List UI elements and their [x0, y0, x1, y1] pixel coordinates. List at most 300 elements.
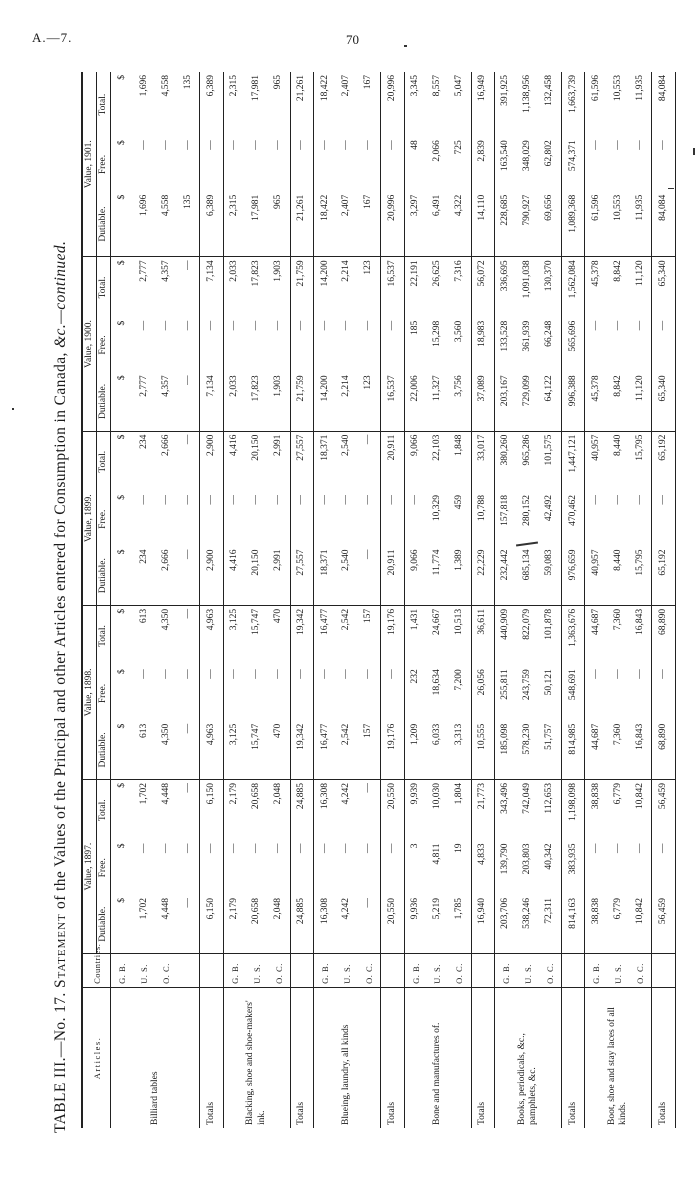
value-cell: 2,666 — [160, 434, 171, 456]
value-cell: 59,083 — [539, 547, 562, 606]
value-cell: 1,209 — [404, 721, 427, 780]
article-name: Blacking, shoe and shoe-makers' ink. — [245, 1000, 267, 1125]
subheader-free: Free. — [97, 840, 111, 895]
value-cell: 17,823 — [246, 372, 268, 431]
value-cell: — — [272, 320, 283, 331]
total-cell: 565,696 — [561, 318, 584, 373]
table-row — [268, 72, 291, 1128]
total-cell: 65,192 — [652, 547, 676, 606]
value-cell: 613 — [138, 608, 149, 624]
value-cell: 2,179 — [229, 783, 240, 805]
value-cell: 139,790 — [500, 843, 511, 875]
table-row — [314, 72, 337, 1128]
value-cell: $ — [116, 320, 127, 326]
total-cell: 14,110 — [471, 192, 494, 257]
value-cell: 3,125 — [223, 721, 246, 780]
total-cell: 65,340 — [652, 257, 676, 318]
value-cell: 1,804 — [453, 783, 464, 805]
value-cell: — — [341, 140, 352, 150]
value-cell: 2,033 — [223, 372, 246, 431]
value-cell: 8,440 — [612, 434, 623, 456]
value-cell: $ — [116, 260, 127, 266]
subheader-total: Total. — [97, 431, 111, 492]
value-cell: — — [251, 140, 262, 150]
page-number: 70 — [346, 32, 359, 47]
caption-text: of the Values of the Principal and other Articles entered for Consumption in Canada, — [52, 352, 69, 909]
value-cell: — — [182, 608, 193, 619]
value-cell: 2,542 — [341, 608, 352, 631]
value-cell: 16,477 — [319, 608, 330, 635]
values-table — [81, 72, 676, 1128]
value-cell: — — [251, 320, 262, 331]
value-cell: — — [251, 669, 262, 679]
value-cell: — — [634, 140, 645, 150]
country-code: G. B. — [314, 954, 337, 988]
total-cell: 16,537 — [381, 257, 404, 318]
value-cell: 157 — [363, 608, 374, 624]
value-cell: 9,066 — [404, 547, 427, 606]
totals-country-blank — [561, 954, 584, 988]
value-cell: 2,777 — [138, 260, 149, 282]
total-cell: — — [290, 492, 313, 547]
value-cell: 11,327 — [427, 372, 449, 431]
subheader-dutiable: Dutiable. — [97, 192, 111, 257]
value-cell: 1,903 — [268, 372, 291, 431]
value-cell: — — [177, 547, 200, 606]
total-cell: — — [652, 666, 676, 721]
subheader-dutiable: Dutiable. — [97, 547, 111, 606]
value-cell: 8,842 — [607, 372, 629, 431]
value-cell: 4,448 — [160, 783, 171, 805]
value-cell: — — [612, 669, 623, 679]
total-cell: — — [652, 840, 676, 895]
total-cell: — — [290, 318, 313, 373]
value-cell: 4,357 — [160, 260, 171, 282]
total-cell: 56,072 — [471, 257, 494, 318]
value-cell: 2,048 — [272, 783, 283, 805]
total-cell: 383,935 — [561, 840, 584, 895]
total-cell: 18,983 — [471, 318, 494, 373]
value-cell: 3 — [409, 843, 420, 849]
value-cell: — — [182, 434, 193, 445]
value-cell: — — [363, 140, 374, 150]
subheader-total: Total. — [97, 605, 111, 666]
table-row — [134, 72, 156, 1128]
value-cell: 18,371 — [319, 434, 330, 461]
total-cell: 976,659 — [561, 547, 584, 606]
value-cell: 234 — [134, 547, 156, 606]
value-cell: 1,431 — [409, 608, 420, 631]
value-cell: $ — [116, 75, 127, 80]
value-cell: 44,687 — [585, 721, 608, 780]
value-cell: 14,200 — [319, 260, 330, 287]
value-cell: 2,214 — [336, 372, 358, 431]
value-cell: 232,442 — [494, 547, 517, 606]
value-cell: 17,981 — [251, 75, 262, 102]
total-cell: 2,900 — [200, 547, 223, 606]
total-cell: — — [290, 666, 313, 721]
total-cell: 56,459 — [652, 895, 676, 954]
total-cell: 33,017 — [471, 431, 494, 492]
table-row — [494, 72, 517, 1128]
article-name: Billiard tables — [149, 1071, 160, 1125]
value-cell: 38,838 — [585, 895, 608, 954]
value-cell: 69,656 — [539, 192, 562, 257]
total-cell: 24,885 — [290, 895, 313, 954]
article-name: Boot, shoe and stay laces of all kinds. — [607, 1007, 629, 1125]
value-cell: 2,542 — [336, 721, 358, 780]
value-cell: 22,006 — [404, 372, 427, 431]
value-cell: 8,842 — [612, 260, 623, 282]
value-cell: — — [612, 320, 623, 331]
value-cell: 2,407 — [336, 192, 358, 257]
total-cell: 16,940 — [471, 895, 494, 954]
value-cell: — — [319, 843, 330, 853]
total-cell: 20,911 — [381, 547, 404, 606]
country-code: O. C. — [539, 954, 562, 988]
total-cell: 1,562,084 — [561, 257, 584, 318]
totals-label: Totals — [471, 987, 494, 1128]
value-cell: 18,634 — [431, 669, 442, 696]
value-cell: 2,315 — [223, 192, 246, 257]
value-cell: 7,200 — [453, 669, 464, 691]
value-cell: — — [182, 260, 193, 270]
value-cell: — — [160, 669, 171, 679]
table-row — [448, 72, 471, 1128]
value-cell: 1,903 — [272, 260, 283, 282]
table-row — [246, 72, 268, 1128]
value-cell: 48 — [409, 140, 420, 150]
table-row — [358, 72, 381, 1128]
value-cell: 234 — [138, 434, 149, 449]
value-cell: 243,759 — [522, 669, 533, 701]
value-cell: 3,345 — [409, 75, 420, 97]
value-cell: 16,843 — [629, 721, 652, 780]
total-cell: — — [381, 137, 404, 192]
value-cell: 203,706 — [494, 895, 517, 954]
total-cell: 37,089 — [471, 372, 494, 431]
value-cell: — — [160, 140, 171, 150]
value-cell: — — [182, 494, 193, 505]
value-cell: — — [138, 140, 149, 150]
total-cell: 20,911 — [381, 431, 404, 492]
value-cell: — — [160, 494, 171, 505]
totals-country-blank — [471, 954, 494, 988]
value-cell: — — [612, 843, 623, 853]
value-cell: 440,909 — [500, 608, 511, 640]
total-cell: 1,447,121 — [561, 431, 584, 492]
value-cell: 8,440 — [607, 547, 629, 606]
value-cell: 6,033 — [427, 721, 449, 780]
value-cell: 20,658 — [251, 783, 262, 810]
value-cell: 4,357 — [155, 372, 177, 431]
table-row — [111, 72, 134, 1128]
value-cell: 729,099 — [517, 372, 539, 431]
total-cell: 68,890 — [652, 721, 676, 780]
value-cell: — — [160, 843, 171, 853]
value-cell: — — [319, 494, 330, 505]
subheader-dutiable: Dutiable. — [97, 372, 111, 431]
table-row — [155, 72, 177, 1128]
value-cell: 3,756 — [448, 372, 471, 431]
value-cell: — — [363, 783, 374, 793]
value-cell: 965 — [272, 75, 283, 90]
value-cell: — — [229, 494, 240, 505]
total-cell: 20,996 — [381, 72, 404, 137]
value-cell: 4,558 — [155, 192, 177, 257]
total-cell: 1,089,368 — [561, 192, 584, 257]
subheader-free: Free. — [97, 137, 111, 192]
value-cell: 538,246 — [517, 895, 539, 954]
value-cell: — — [590, 140, 601, 150]
value-cell: 123 — [363, 260, 374, 275]
value-cell: — — [138, 669, 149, 679]
total-cell: 6,150 — [200, 895, 223, 954]
value-cell: — — [590, 320, 601, 331]
caption-statement: Statement — [52, 913, 69, 989]
stray-mark — [668, 188, 674, 189]
value-cell: — — [358, 547, 381, 606]
value-cell: 2,407 — [341, 75, 352, 97]
total-cell: — — [200, 137, 223, 192]
table-row — [585, 72, 608, 1128]
value-cell: — — [229, 320, 240, 331]
value-cell: 18,422 — [319, 75, 330, 102]
value-cell: — — [272, 843, 283, 853]
country-code: U. S. — [336, 954, 358, 988]
totals-label: Totals — [200, 987, 223, 1128]
value-cell: 685,134 — [517, 547, 539, 606]
value-cell: $ — [116, 843, 127, 849]
value-cell: 112,653 — [544, 783, 555, 814]
value-cell: 5,219 — [427, 895, 449, 954]
value-cell: 26,625 — [431, 260, 442, 287]
value-cell: 1,702 — [138, 783, 149, 805]
value-cell: 5,047 — [453, 75, 464, 97]
value-cell: — — [272, 669, 283, 679]
table-row — [404, 72, 427, 1128]
countries-header: Countries. — [82, 954, 111, 988]
value-cell: 9,939 — [409, 783, 420, 805]
value-cell: $ — [116, 434, 127, 440]
value-cell: 2,066 — [431, 140, 442, 162]
value-cell: — — [363, 843, 374, 853]
subheader-free: Free. — [97, 318, 111, 373]
page-section-code: A.—7. — [32, 30, 73, 45]
value-cell: — — [160, 320, 171, 331]
value-cell: — — [177, 895, 200, 954]
total-cell: 26,056 — [471, 666, 494, 721]
country-code — [177, 954, 200, 988]
total-cell: 4,963 — [200, 605, 223, 666]
value-cell: 2,315 — [229, 75, 240, 97]
stray-mark — [404, 45, 407, 47]
total-cell: 21,759 — [290, 257, 313, 318]
value-cell: 3,297 — [404, 192, 427, 257]
value-cell: 16,308 — [314, 895, 337, 954]
totals-row — [290, 72, 313, 1128]
table-row — [607, 72, 629, 1128]
total-cell: 27,557 — [290, 431, 313, 492]
value-cell: 380,260 — [500, 434, 511, 466]
value-cell: — — [138, 843, 149, 853]
value-cell: 9,066 — [409, 434, 420, 456]
caption-continued: &c.—continued. — [52, 240, 69, 348]
value-cell: 348,029 — [522, 140, 533, 172]
value-cell: — — [251, 494, 262, 505]
value-cell: 3,313 — [448, 721, 471, 780]
stray-mark — [12, 408, 14, 410]
value-cell: 11,935 — [629, 192, 652, 257]
value-cell: 7,360 — [612, 608, 623, 631]
table-caption — [52, 53, 70, 1133]
value-cell: 38,838 — [590, 783, 601, 810]
value-cell: 2,214 — [341, 260, 352, 282]
value-cell: 24,667 — [431, 608, 442, 635]
value-cell: 163,540 — [500, 140, 511, 172]
year-header-1900: Value, 1900. — [82, 257, 97, 431]
total-cell: 6,389 — [200, 72, 223, 137]
country-code: O. C. — [358, 954, 381, 988]
value-cell: 40,342 — [544, 843, 555, 870]
table-row — [629, 72, 652, 1128]
country-code: O. C. — [155, 954, 177, 988]
article-name: Blueing, laundry, all kinds — [341, 1024, 352, 1125]
value-cell: 10,030 — [431, 783, 442, 810]
value-cell: 50,121 — [544, 669, 555, 696]
value-cell: 4,558 — [160, 75, 171, 97]
totals-country-blank — [381, 954, 404, 988]
value-cell: 790,927 — [517, 192, 539, 257]
value-cell: 470 — [272, 608, 283, 624]
value-cell: — — [341, 320, 352, 331]
value-cell: 61,596 — [590, 75, 601, 102]
table-row — [223, 72, 246, 1128]
total-cell: 1,198,098 — [561, 780, 584, 841]
value-cell: 135 — [177, 192, 200, 257]
total-cell: 4,833 — [471, 840, 494, 895]
value-cell: 361,939 — [522, 320, 533, 352]
total-cell: 814,163 — [561, 895, 584, 954]
value-cell: — — [182, 669, 193, 679]
value-cell: 1,702 — [134, 895, 156, 954]
value-cell: 6,779 — [612, 783, 623, 805]
totals-label: Totals — [652, 987, 676, 1128]
value-cell: 822,079 — [522, 608, 533, 640]
value-cell: 2,991 — [268, 547, 291, 606]
value-cell: 232 — [409, 669, 420, 684]
total-cell: 20,550 — [381, 895, 404, 954]
value-cell: — — [358, 895, 381, 954]
total-cell: 1,363,676 — [561, 605, 584, 666]
value-cell: 10,513 — [453, 608, 464, 635]
value-cell: 4,242 — [341, 783, 352, 805]
total-cell: 27,557 — [290, 547, 313, 606]
value-cell: 6,491 — [427, 192, 449, 257]
value-cell: — — [229, 669, 240, 679]
total-cell: 20,550 — [381, 780, 404, 841]
total-cell: 6,150 — [200, 780, 223, 841]
total-cell: 21,261 — [290, 192, 313, 257]
value-cell: 45,378 — [590, 260, 601, 287]
country-code: G. B. — [494, 954, 517, 988]
value-cell: 101,878 — [544, 608, 555, 640]
subheader-total: Total. — [97, 72, 111, 137]
value-cell: 2,179 — [223, 895, 246, 954]
value-cell: — — [229, 843, 240, 853]
totals-label: Totals — [290, 987, 313, 1128]
value-cell: — — [182, 140, 193, 150]
total-cell: 19,342 — [290, 721, 313, 780]
value-cell: 3,560 — [453, 320, 464, 343]
value-cell: — — [590, 494, 601, 505]
totals-row — [561, 72, 584, 1128]
country-code: G. B. — [223, 954, 246, 988]
value-cell: 132,458 — [544, 75, 555, 106]
table-row — [427, 72, 449, 1128]
value-cell: — — [363, 669, 374, 679]
value-cell: 11,120 — [629, 372, 652, 431]
value-cell: 18,422 — [314, 192, 337, 257]
value-cell: 15,298 — [431, 320, 442, 347]
value-cell: 15,747 — [251, 608, 262, 635]
value-cell: — — [612, 494, 623, 505]
value-cell: 8,557 — [431, 75, 442, 97]
total-cell: 36,611 — [471, 605, 494, 666]
value-cell: 18,371 — [314, 547, 337, 606]
subheader-dutiable: Dutiable. — [97, 895, 111, 954]
value-cell: 255,811 — [500, 669, 511, 700]
country-code: U. S. — [246, 954, 268, 988]
value-cell: 11,935 — [634, 75, 645, 101]
value-cell: $ — [116, 494, 127, 500]
total-cell: 21,759 — [290, 372, 313, 431]
value-cell: 391,925 — [500, 75, 511, 106]
value-cell: 203,803 — [522, 843, 533, 875]
article-name: Books, periodicals, &c., pamphlets, &c. — [516, 1033, 538, 1125]
value-cell: — — [590, 669, 601, 679]
value-cell: $ — [116, 669, 127, 674]
total-cell: — — [381, 840, 404, 895]
total-cell: 10,788 — [471, 492, 494, 547]
total-cell: 2,839 — [471, 137, 494, 192]
total-cell: 21,773 — [471, 780, 494, 841]
value-cell: 16,477 — [314, 721, 337, 780]
country-code: U. S. — [607, 954, 629, 988]
total-cell: 574,371 — [561, 137, 584, 192]
total-cell: 22,229 — [471, 547, 494, 606]
subheader-free: Free. — [97, 492, 111, 547]
value-cell: 965,286 — [522, 434, 533, 466]
value-cell: 167 — [363, 75, 374, 90]
value-cell: — — [590, 843, 601, 853]
value-cell: 42,492 — [544, 494, 555, 522]
total-cell: 10,555 — [471, 721, 494, 780]
value-cell: — — [177, 372, 200, 431]
value-cell: — — [363, 320, 374, 331]
value-cell: $ — [116, 140, 127, 145]
totals-country-blank — [652, 954, 676, 988]
value-cell: 17,823 — [251, 260, 262, 287]
total-cell: 4,963 — [200, 721, 223, 780]
value-cell: — — [634, 320, 645, 331]
value-cell: 280,152 — [522, 494, 533, 526]
totals-row — [471, 72, 494, 1128]
value-cell: $ — [116, 783, 127, 788]
value-cell: 10,329 — [431, 494, 442, 522]
articles-header: Articles. — [82, 987, 111, 1128]
total-cell: — — [290, 840, 313, 895]
